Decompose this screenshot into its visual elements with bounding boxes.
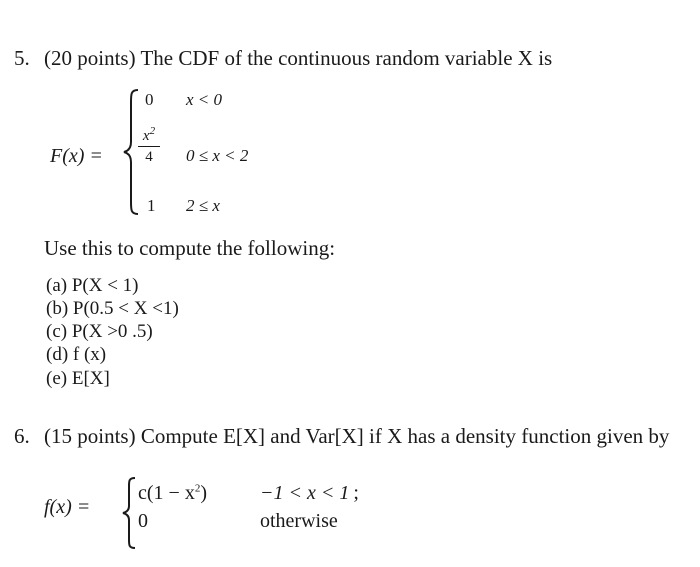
cdf-case1-value: 0 — [145, 90, 154, 109]
cdf-case2-denominator: 4 — [145, 149, 153, 165]
cdf-case3-condition: 2 ≤ x — [186, 196, 220, 215]
part-a: (a) P(X < 1) — [46, 275, 139, 296]
part-e: (e) E[X] — [46, 368, 110, 389]
density-case2-condition: otherwise — [260, 510, 338, 532]
density-left-brace — [121, 476, 137, 550]
part-b: (b) P(0.5 < X <1) — [46, 298, 179, 319]
question-6-header: (15 points) Compute E[X] and Var[X] if X has a density function given by — [44, 424, 670, 448]
cdf-lhs: F(x) = — [50, 145, 103, 167]
question-5-instruction: Use this to compute the following: — [44, 236, 336, 260]
part-c: (c) P(X >0 .5) — [46, 321, 153, 342]
density-case2-value: 0 — [138, 510, 148, 532]
part-d: (d) f (x) — [46, 344, 107, 365]
cdf-case1-condition: x < 0 — [186, 90, 223, 109]
question-5-header: (20 points) The CDF of the continuous random variable X is — [44, 46, 553, 70]
density-trailing-punct: ; — [353, 482, 359, 504]
cdf-case3-value: 1 — [147, 196, 156, 215]
question-6-number: 6. — [14, 424, 30, 448]
density-case1-value: $c(1 - x^2)$ — [138, 482, 207, 504]
cdf-case2-numerator: $x^2$ — [142, 125, 156, 144]
question-5-number: 5. — [14, 46, 30, 70]
cdf-case2-condition: 0 ≤ x < 2 — [186, 146, 249, 165]
cdf-case2-fraction — [138, 123, 160, 165]
density-lhs: f(x) = — [44, 496, 91, 518]
density-case1-condition: −1 < x < 1 ; — [260, 482, 359, 504]
